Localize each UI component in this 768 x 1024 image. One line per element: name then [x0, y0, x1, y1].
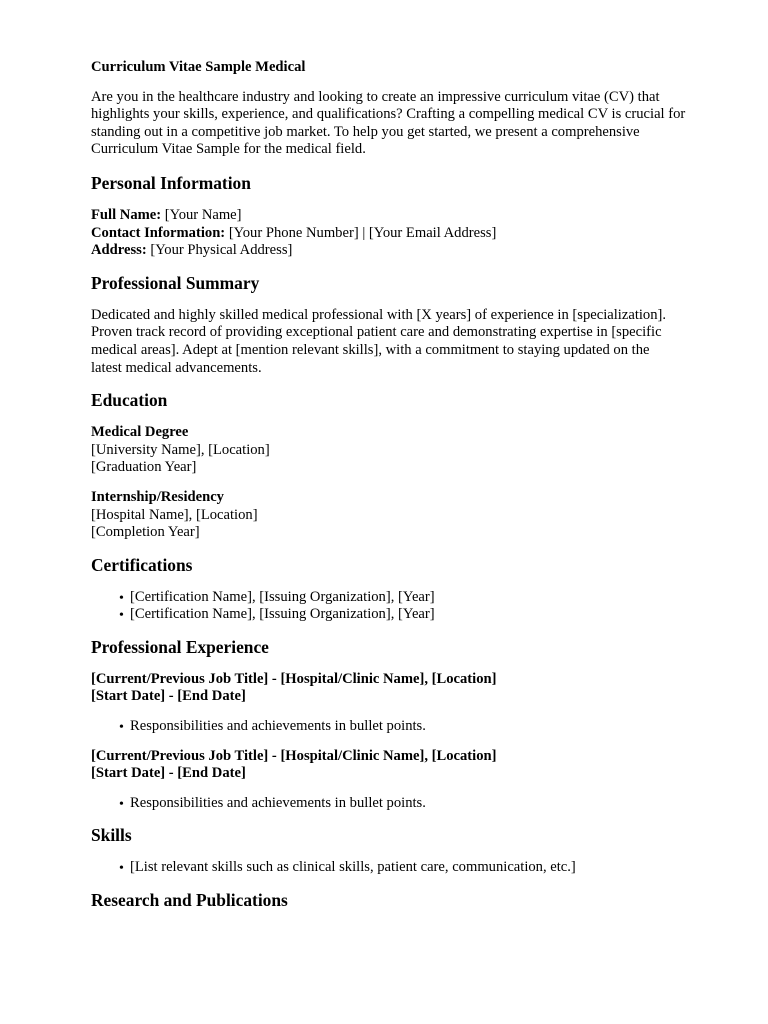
full-name-row	[91, 207, 731, 225]
education-entry-year: [Graduation Year]	[91, 459, 197, 476]
bullet-icon: •	[119, 796, 124, 812]
job-dates-line: [Start Date] - [End Date]	[91, 688, 246, 705]
education-entry-institution: [Hospital Name], [Location]	[91, 506, 258, 523]
job-header	[91, 671, 731, 706]
job-title-line: [Current/Previous Job Title] - [Hospital/Clinic Name], [Location]	[91, 747, 497, 764]
professional-summary-heading: Professional Summary	[91, 272, 260, 293]
list-item	[119, 589, 731, 607]
summary-line: Proven track record of providing exceptional patient care and demonstrating expertise in [specific	[91, 324, 662, 341]
bullet-icon: •	[119, 590, 124, 606]
education-entry-year: [Completion Year]	[91, 524, 200, 541]
job-title-line: [Current/Previous Job Title] - [Hospital/Clinic Name], [Location]	[91, 670, 497, 687]
list-item	[119, 718, 731, 736]
intro-line: Are you in the healthcare industry and looking to create an impressive curriculum vitae (CV) that	[91, 88, 660, 105]
research-publications-heading: Research and Publications	[91, 890, 288, 911]
education-entry	[91, 424, 731, 477]
document-title: Curriculum Vitae Sample Medical	[91, 59, 306, 75]
job-header	[91, 748, 731, 783]
certifications-heading: Certifications	[91, 554, 193, 575]
certification-text: [Certification Name], [Issuing Organization], [Year]	[130, 588, 435, 605]
education-heading: Education	[91, 390, 168, 411]
contact-value: [Your Phone Number] | [Your Email Address]	[225, 224, 497, 241]
job-bullets	[91, 718, 731, 736]
intro-line: standing out in a competitive job market. To help you get started, we present a comprehensive	[91, 123, 640, 140]
certification-text: [Certification Name], [Issuing Organization], [Year]	[130, 606, 435, 623]
certifications-list	[91, 589, 731, 624]
professional-experience-heading: Professional Experience	[91, 636, 269, 657]
bullet-icon: •	[119, 861, 124, 877]
job-bullet-text: Responsibilities and achievements in bullet points.	[130, 794, 426, 811]
address-value: [Your Physical Address]	[146, 242, 293, 259]
personal-information-heading: Personal Information	[91, 172, 251, 193]
job-bullet-text: Responsibilities and achievements in bullet points.	[130, 718, 426, 735]
summary-line: latest medical advancements.	[91, 359, 262, 376]
education-entry	[91, 489, 731, 542]
summary-line: Dedicated and highly skilled medical professional with [X years] of experience in [specialization].	[91, 306, 667, 323]
education-entry-institution: [University Name], [Location]	[91, 441, 270, 458]
address-label: Address:	[91, 242, 147, 259]
full-name-value: [Your Name]	[161, 206, 242, 223]
address-row	[91, 242, 731, 260]
education-entry-title: Internship/Residency	[91, 488, 224, 505]
list-item	[119, 795, 731, 813]
skills-list	[91, 859, 731, 877]
list-item	[119, 859, 731, 877]
education-entry-title: Medical Degree	[91, 424, 189, 441]
bullet-icon: •	[119, 720, 124, 736]
professional-summary-paragraph	[91, 307, 731, 377]
job-bullets	[91, 795, 731, 813]
contact-label: Contact Information:	[91, 224, 226, 241]
contact-row	[91, 225, 731, 243]
list-item	[119, 606, 731, 624]
document-page	[91, 59, 731, 924]
summary-line: medical areas]. Adept at [mention relevant skills], with a commitment to staying updated on the	[91, 341, 650, 358]
skill-text: [List relevant skills such as clinical skills, patient care, communication, etc.]	[130, 859, 576, 876]
intro-line: highlights your skills, experience, and qualifications? Crafting a compelling medical CV is crucial for	[91, 106, 686, 123]
job-dates-line: [Start Date] - [End Date]	[91, 765, 246, 782]
intro-paragraph	[91, 89, 731, 159]
bullet-icon: •	[119, 608, 124, 624]
personal-information-block	[91, 207, 731, 260]
full-name-label: Full Name:	[91, 206, 162, 223]
skills-heading: Skills	[91, 825, 132, 846]
intro-line: Curriculum Vitae Sample for the medical field.	[91, 141, 366, 158]
